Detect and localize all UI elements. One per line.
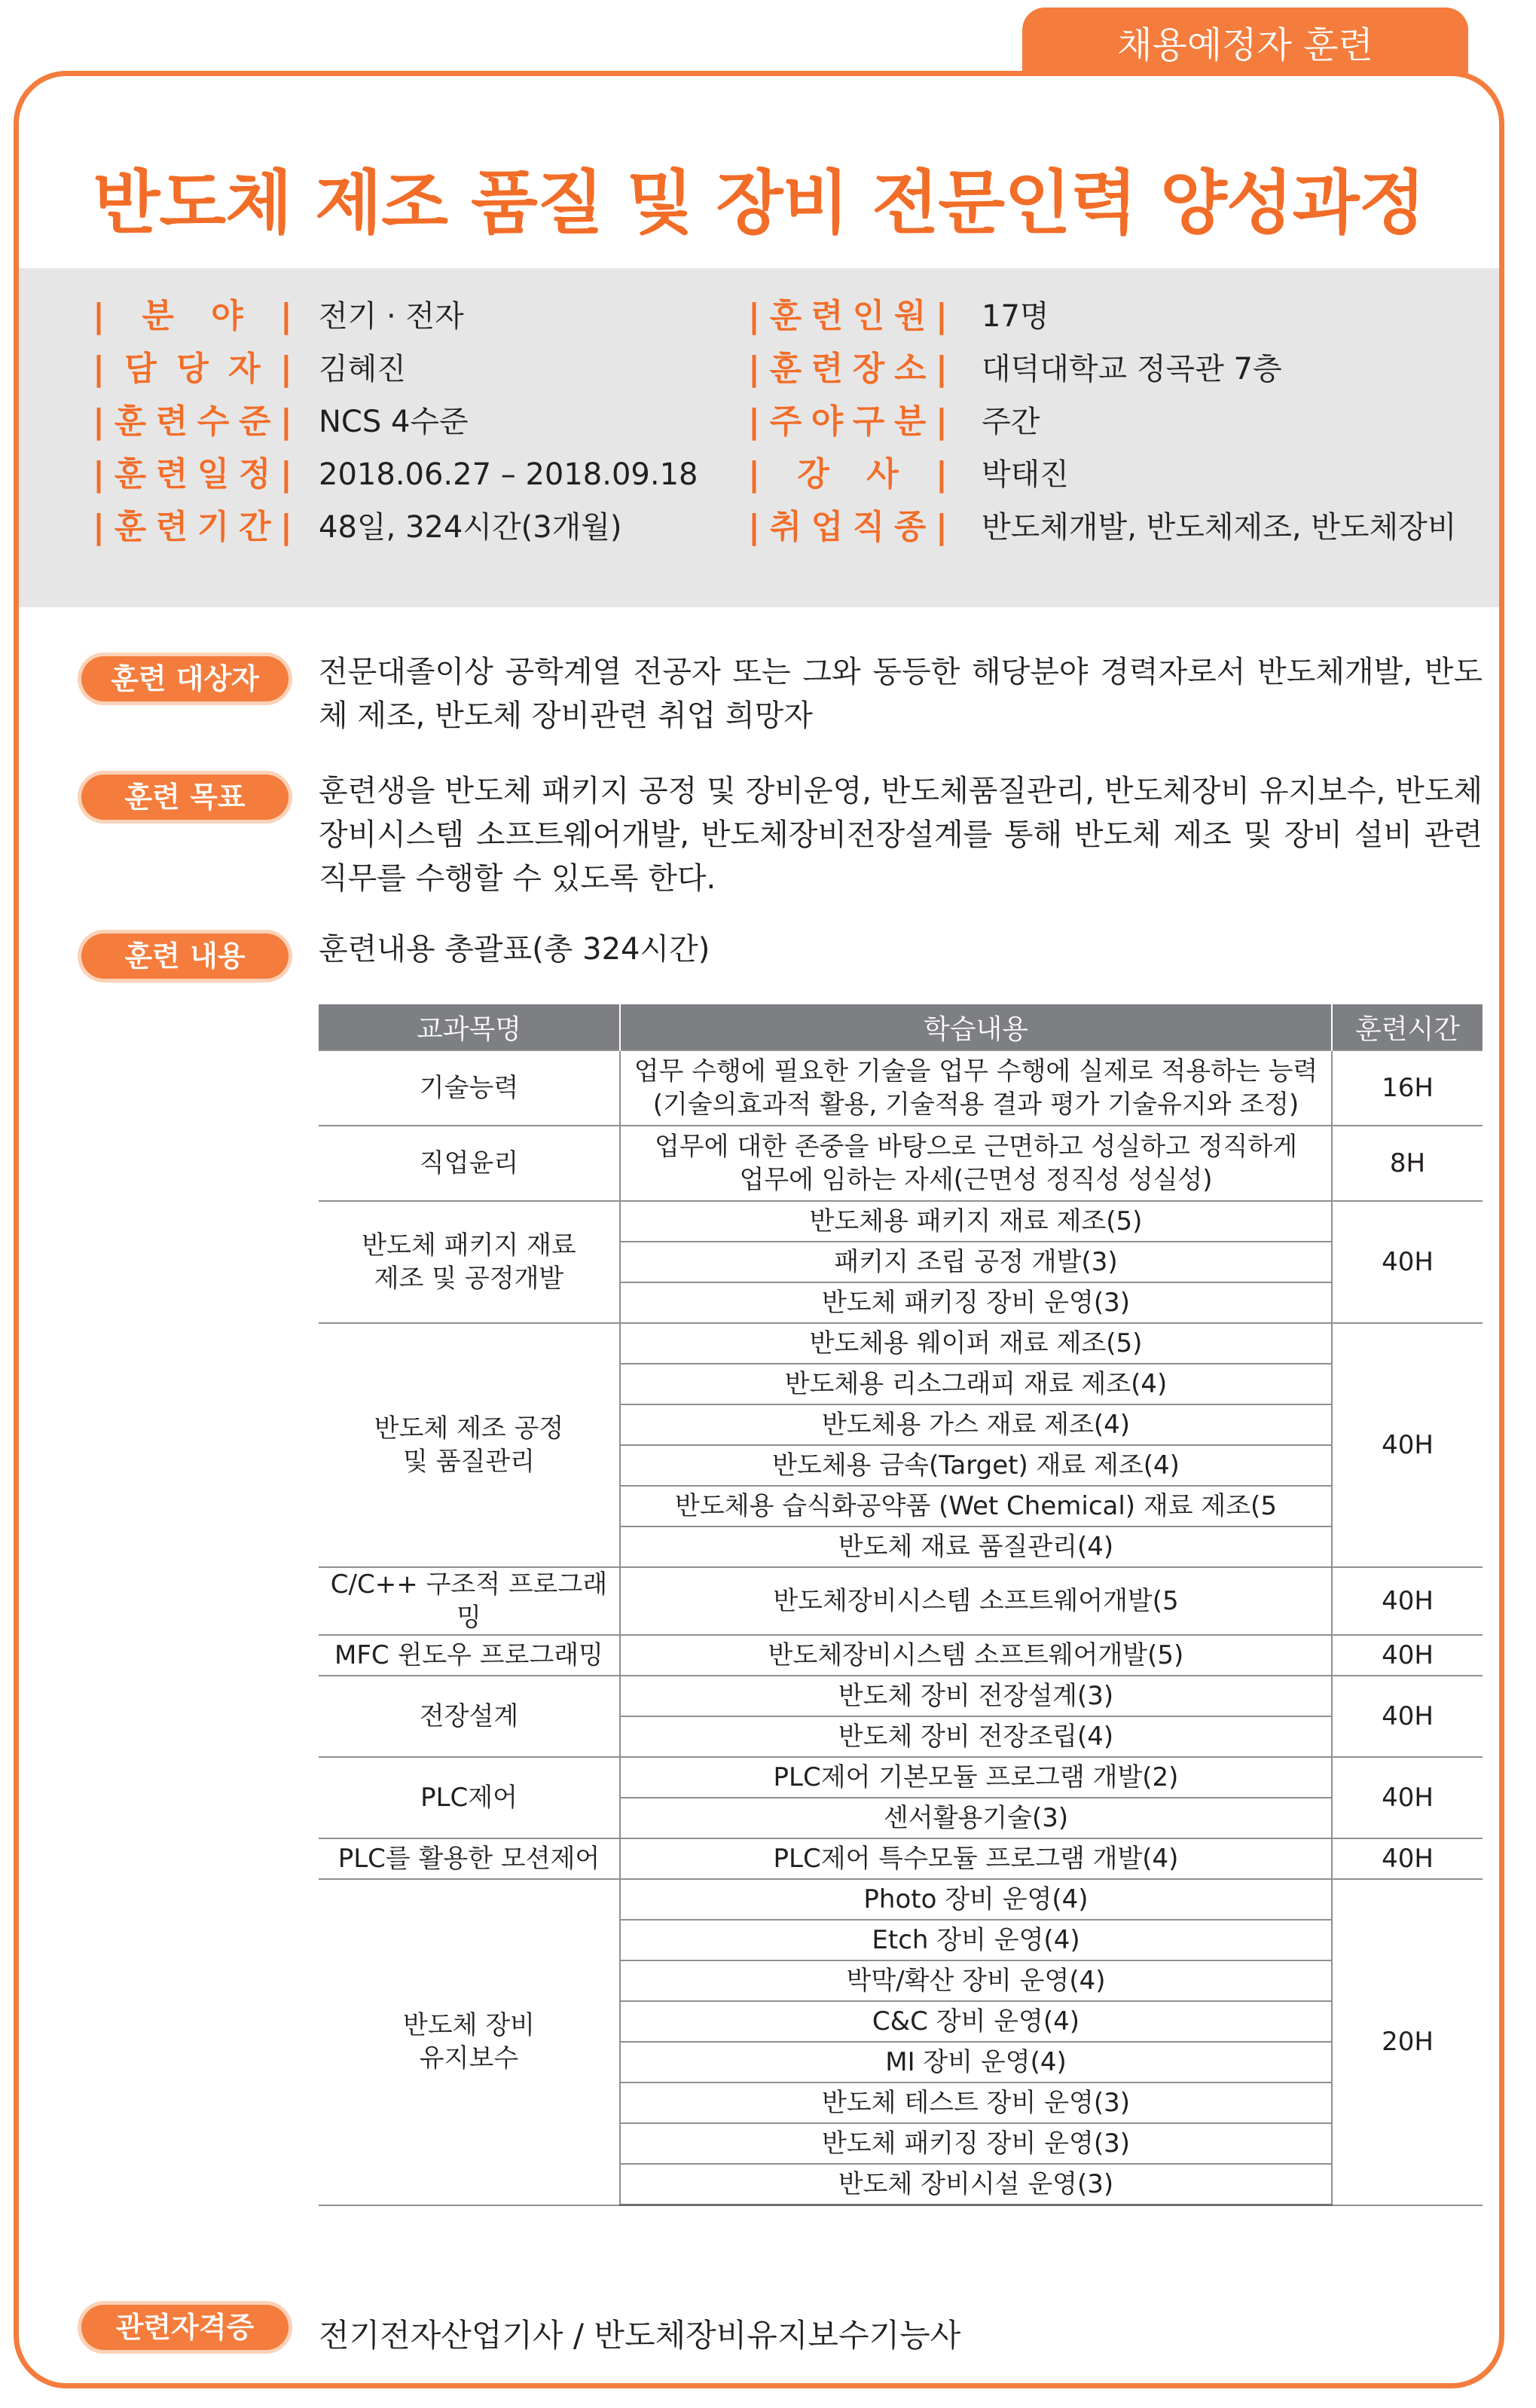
info-label-char: |: [279, 297, 292, 335]
info-label-char: |: [279, 350, 292, 388]
table-row: [319, 1201, 1483, 1242]
info-label-char: |: [935, 350, 948, 388]
content-cell: 반도체장비시스템 소프트웨어개발(5): [620, 1635, 1332, 1676]
info-label-char: 련: [811, 297, 844, 335]
info-label-char: 원: [893, 297, 927, 335]
info-label-char: 장: [852, 350, 885, 388]
content-cell: 반도체용 습식화공약품 (Wet Chemical) 재료 제조(5: [620, 1486, 1332, 1526]
hours-cell: 8H: [1332, 1126, 1483, 1201]
info-label-char: |: [93, 297, 105, 335]
program-type-tag: 채용예정자 훈련: [1022, 8, 1468, 104]
info-label-char: 정: [238, 455, 271, 494]
hours-cell: 40H: [1332, 1676, 1483, 1757]
info-label-char: |: [279, 455, 292, 494]
info-label-char: 훈: [114, 402, 147, 441]
info-label-char: 련: [155, 508, 188, 546]
info-label-char: |: [935, 508, 948, 546]
subject-cell: 기술능력: [319, 1050, 620, 1126]
info-label-char: |: [93, 508, 105, 546]
info-label-char: 사: [866, 455, 899, 494]
info-label-char: |: [93, 455, 105, 494]
info-label-char: 훈: [114, 455, 147, 494]
info-value: 전기 · 전자: [319, 299, 464, 334]
program-card: [14, 71, 1504, 2388]
info-label-char: |: [93, 402, 105, 441]
info-label-char: 훈: [769, 350, 802, 388]
content-cell: MI 장비 운영(4): [620, 2042, 1332, 2083]
cert-text: 전기전자산업기사 / 반도체장비유지보수기능사: [319, 2317, 961, 2354]
info-label-char: 일: [197, 455, 230, 494]
content-cell: 박막/확산 장비 운영(4): [620, 1960, 1332, 2001]
subject-cell: PLC를 활용한 모션제어: [319, 1838, 620, 1879]
info-label-char: |: [279, 402, 292, 441]
content-cell: 반도체 장비 전장조립(4): [620, 1716, 1332, 1757]
hours-cell: 16H: [1332, 1050, 1483, 1126]
content-cell: 반도체 장비 전장설계(3): [620, 1676, 1332, 1716]
info-label-char: 련: [155, 455, 188, 494]
info-label-char: 야: [811, 402, 844, 441]
content-cell: 반도체 테스트 장비 운영(3): [620, 2083, 1332, 2123]
info-label-char: |: [279, 508, 292, 546]
content-cell: 반도체용 금속(Target) 재료 제조(4): [620, 1445, 1332, 1486]
info-label-char: 업: [811, 508, 844, 546]
content-cell: 반도체 장비시설 운영(3): [620, 2164, 1332, 2205]
cert-label: 관련자격증: [81, 2305, 289, 2350]
info-label: [748, 347, 948, 392]
info-label-char: 분: [142, 297, 174, 335]
info-label-char: 강: [797, 455, 829, 494]
content-cell: 반도체 패키징 장비 운영(3): [620, 2123, 1332, 2164]
table-row: [319, 1676, 1483, 1716]
info-label: [748, 452, 948, 497]
subject-cell: C/C++ 구조적 프로그래밍: [319, 1567, 620, 1635]
table-row: [319, 1126, 1483, 1201]
info-label-char: |: [748, 402, 761, 441]
header-content: 학습내용: [620, 1004, 1332, 1050]
info-label-char: 기: [197, 508, 230, 546]
subject-cell: 반도체 제조 공정 및 품질관리: [319, 1323, 620, 1567]
info-value: 박태진: [982, 457, 1069, 492]
table-row: [319, 1838, 1483, 1879]
content-label: 훈련 내용: [81, 934, 289, 979]
info-label-char: 구: [852, 402, 885, 441]
hours-cell: 40H: [1332, 1567, 1483, 1635]
content-cell: Etch 장비 운영(4): [620, 1920, 1332, 1960]
info-label: [748, 505, 948, 550]
table-row: [319, 1050, 1483, 1126]
content-cell: PLC제어 특수모듈 프로그램 개발(4): [620, 1838, 1332, 1879]
info-label-char: 련: [811, 350, 844, 388]
info-label-char: |: [935, 402, 948, 441]
info-label-char: 훈: [114, 508, 147, 546]
info-label-char: |: [93, 350, 105, 388]
content-cell: 반도체용 리소그래피 재료 제조(4): [620, 1364, 1332, 1404]
subject-cell: 반도체 장비 유지보수: [319, 1879, 620, 2205]
info-label-char: |: [748, 455, 761, 494]
content-cell: 패키지 조립 공정 개발(3): [620, 1242, 1332, 1282]
info-label-char: 취: [769, 508, 802, 546]
content-cell: Photo 장비 운영(4): [620, 1879, 1332, 1920]
content-cell: 업무에 대한 존중을 바탕으로 근면하고 성실하고 정직하게 업무에 임하는 자세(근면성 정직성 성실성): [620, 1126, 1332, 1201]
info-row: [19, 399, 1499, 445]
info-value: 2018.06.27 – 2018.09.18: [319, 457, 698, 492]
content-cell: 반도체 재료 품질관리(4): [620, 1526, 1332, 1567]
info-label-char: 수: [197, 402, 230, 441]
info-row: [19, 505, 1499, 550]
content-cell: 업무 수행에 필요한 기술을 업무 수행에 실제로 적용하는 능력 (기술의효과적 활용, 기술적용 결과 평가 기술유지와 조정): [620, 1050, 1332, 1126]
hours-cell: 40H: [1332, 1635, 1483, 1676]
info-label-char: 주: [769, 402, 802, 441]
info-label-char: |: [935, 455, 948, 494]
table-row: [319, 1635, 1483, 1676]
info-row: [19, 294, 1499, 339]
header-hours: 훈련시간: [1332, 1004, 1483, 1050]
info-label-char: 당: [176, 350, 209, 388]
info-label-char: |: [748, 350, 761, 388]
info-panel: [19, 268, 1499, 607]
info-row: [19, 452, 1499, 497]
hours-cell: 40H: [1332, 1323, 1483, 1567]
table-row: [319, 1323, 1483, 1364]
subject-cell: 전장설계: [319, 1676, 620, 1757]
content-cell: 센서활용기술(3): [620, 1798, 1332, 1838]
info-label-char: 담: [124, 350, 157, 388]
content-cell: 반도체 패키징 장비 운영(3): [620, 1282, 1332, 1323]
info-label-char: 종: [893, 508, 927, 546]
goal-text: 훈련생을 반도체 패키지 공정 및 장비운영, 반도체품질관리, 반도체장비 유지보수, 반도체 장비시스템 소프트웨어개발, 반도체장비전장설계를 통해 반도체 제조 및 장비 설비 관련 직무를 수행할 수 있도록 한다.: [319, 774, 1483, 896]
info-label-char: 간: [238, 508, 271, 546]
info-label-char: |: [935, 297, 948, 335]
content-cell: PLC제어 기본모듈 프로그램 개발(2): [620, 1757, 1332, 1798]
info-row: [19, 347, 1499, 392]
info-label-char: |: [748, 508, 761, 546]
content-text: 훈련내용 총괄표(총 324시간): [319, 932, 710, 967]
info-value: 48일, 324시간(3개월): [319, 510, 622, 545]
hours-cell: 40H: [1332, 1838, 1483, 1879]
info-label-char: 야: [211, 297, 243, 335]
target-text: 전문대졸이상 공학계열 전공자 또는 그와 동등한 해당분야 경력자로서 반도체개발, 반도체 제조, 반도체 장비관련 취업 희망자: [319, 655, 1483, 733]
hours-cell: 20H: [1332, 1879, 1483, 2205]
info-label-char: 훈: [769, 297, 802, 335]
subject-cell: 반도체 패키지 재료 제조 및 공정개발: [319, 1201, 620, 1323]
info-label: [748, 399, 948, 445]
info-label-char: 소: [893, 350, 927, 388]
content-cell: 반도체용 웨이퍼 재료 제조(5): [620, 1323, 1332, 1364]
content-cell: C&C 장비 운영(4): [620, 2001, 1332, 2042]
info-label-char: 준: [238, 402, 271, 441]
target-label: 훈련 대상자: [81, 656, 289, 701]
header-subject: 교과목명: [319, 1004, 620, 1050]
subject-cell: 직업윤리: [319, 1126, 620, 1201]
info-value: 김혜진: [319, 352, 406, 387]
info-label-char: 직: [852, 508, 885, 546]
info-label-char: 련: [155, 402, 188, 441]
info-label-char: |: [748, 297, 761, 335]
curriculum-table: [319, 1004, 1483, 2206]
goal-label: 훈련 목표: [81, 775, 289, 820]
hours-cell: 40H: [1332, 1201, 1483, 1323]
info-value: 17명: [982, 299, 1049, 334]
info-label: [748, 294, 948, 339]
table-row: [319, 1757, 1483, 1798]
info-value: 반도체개발, 반도체제조, 반도체장비: [982, 510, 1457, 545]
info-label-char: 인: [852, 297, 885, 335]
info-value: NCS 4수준: [319, 405, 469, 439]
subject-cell: MFC 윈도우 프로그래밍: [319, 1635, 620, 1676]
info-value: 대덕대학교 정곡관 7층: [982, 352, 1282, 387]
hours-cell: 40H: [1332, 1757, 1483, 1838]
table-header-row: [319, 1004, 1483, 1050]
info-value: 주간: [982, 405, 1040, 439]
content-cell: 반도체용 가스 재료 제조(4): [620, 1404, 1332, 1445]
info-label-char: 분: [893, 402, 927, 441]
table-row: [319, 1879, 1483, 1920]
table-row: [319, 1567, 1483, 1635]
program-title: 반도체 제조 품질 및 장비 전문인력 양성과정: [93, 163, 1425, 243]
subject-cell: PLC제어: [319, 1757, 620, 1838]
info-label-char: 자: [228, 350, 261, 388]
content-cell: 반도체용 패키지 재료 제조(5): [620, 1201, 1332, 1242]
content-cell: 반도체장비시스템 소프트웨어개발(5: [620, 1567, 1332, 1635]
